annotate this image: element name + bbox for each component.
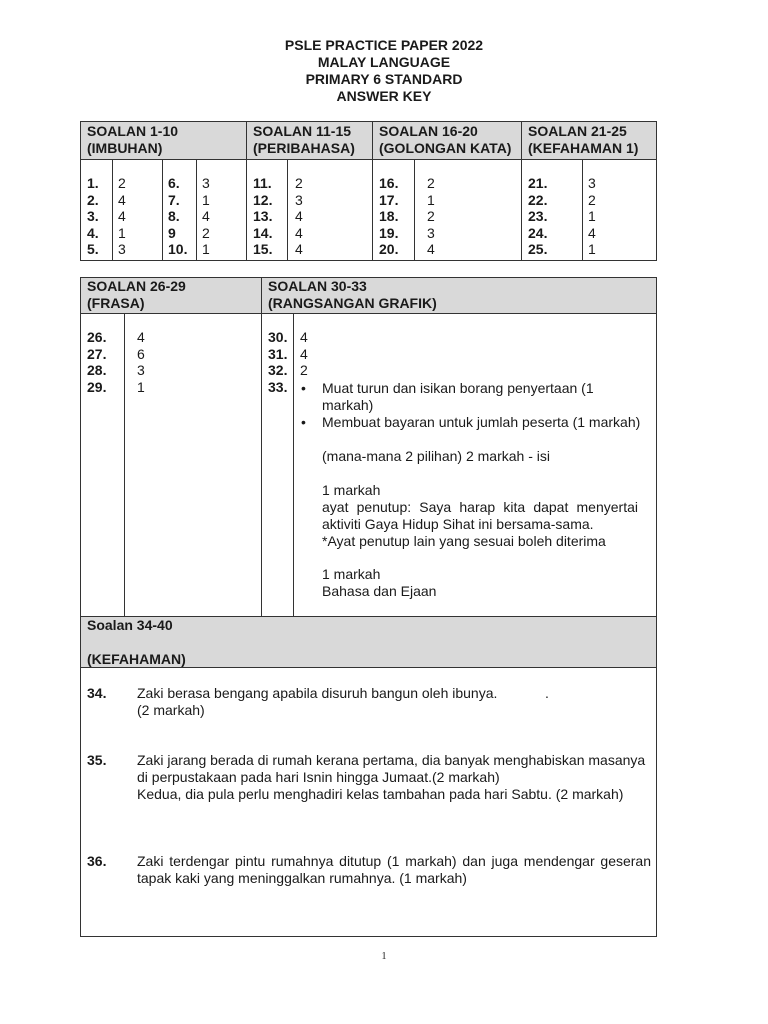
q33-note-markah: 1 markah <box>322 482 381 498</box>
table1-q1-5-numbers: 1. 2. 3. 4. 5. <box>87 175 99 257</box>
q33-bullet-1: Muat turun dan isikan borang penyertaan (1 markah) <box>322 380 594 413</box>
table1-q6-10-numbers: 6. 7. 8. 9 10. <box>168 175 188 257</box>
q34-number: 34. <box>87 685 107 701</box>
q34-dot: . <box>545 685 549 701</box>
table1-q1-5-answers: 2 4 4 1 3 <box>118 175 126 257</box>
table1-q6-10-answers: 3 1 4 2 1 <box>202 175 210 257</box>
q35-answer-part-1: Zaki jarang berada di rumah kerana pertama, dia banyak menghabiskan masanya di perpustakaan pada hari Isnin hingga Jumaat.(2 markah) <box>137 752 646 785</box>
table1-q16-20-answers: 2 1 2 3 4 <box>427 175 435 257</box>
q36-number: 36. <box>87 853 107 869</box>
q36-answer: Zaki terdengar pintu rumahnya ditutup (1 markah) dan juga mendengar geseran tapak kaki yang meninggalkan rumahnya. (1 markah) <box>137 853 651 886</box>
q33-note-markah-2: 1 markah <box>322 566 381 582</box>
table1-q21-25-numbers: 21. 22. 23. 24. 25. <box>528 175 548 257</box>
q33-ayat-penutup: ayat penutup: Saya harap kita dapat menyertai aktiviti Gaya Hidup Sihat ini bersama-sama. <box>322 499 638 532</box>
table1-q11-15-numbers: 11. 12. 13. 14. 15. <box>253 175 273 257</box>
q35-number: 35. <box>87 752 107 768</box>
q33-note-pilihan: (mana-mana 2 pilihan) 2 markah - isi <box>322 448 550 464</box>
title-line-2: MALAY LANGUAGE <box>317 54 451 70</box>
table2-q26-29-answers: 4 6 3 1 <box>137 329 145 395</box>
table1-q21-25-answers: 3 2 1 4 1 <box>588 175 596 257</box>
table2-q26-29-numbers: 26. 27. 28. 29. <box>87 329 107 395</box>
section3-header-kefahaman: (KEFAHAMAN) <box>87 651 186 667</box>
title-line-3: PRIMARY 6 STANDARD <box>305 71 463 87</box>
table1-header-imbuhan: SOALAN 1-10 (IMBUHAN) <box>87 123 179 156</box>
document-title <box>0 37 768 105</box>
table1-header-peribahasa: SOALAN 11-15 (PERIBAHASA) <box>253 123 355 156</box>
bullet-icon: • <box>301 380 306 396</box>
table1-header-golongan-kata: SOALAN 16-20 (GOLONGAN KATA) <box>379 123 512 156</box>
table2-frame <box>80 277 657 937</box>
bullet-icon: • <box>301 414 306 430</box>
table2-q30-33-answers: 4 4 2 <box>300 329 308 378</box>
q33-bahasa-ejaan: Bahasa dan Ejaan <box>322 583 437 599</box>
table1-header-kefahaman-1: SOALAN 21-25 (KEFAHAMAN 1) <box>528 123 639 156</box>
table2-q30-33-numbers: 30. 31. 32. 33. <box>268 329 288 395</box>
q33-ayat-penutup-note: *Ayat penutup lain yang sesuai boleh diterima <box>322 533 606 549</box>
q34-marks: (2 markah) <box>137 702 205 718</box>
table1-q11-15-answers: 2 3 4 4 4 <box>295 175 303 257</box>
title-line-1: PSLE PRACTICE PAPER 2022 <box>284 37 484 53</box>
table2-header-rangsangan-grafik: SOALAN 30-33 (RANGSANGAN GRAFIK) <box>268 278 437 311</box>
table2-header-frasa: SOALAN 26-29 (FRASA) <box>87 278 186 311</box>
q35-answer-part-2: Kedua, dia pula perlu menghadiri kelas tambahan pada hari Sabtu. (2 markah) <box>137 786 624 802</box>
q34-answer: Zaki berasa bengang apabila disuruh bangun oleh ibunya. <box>137 685 498 701</box>
title-line-4: ANSWER KEY <box>336 88 432 104</box>
table1-q16-20-numbers: 16. 17. 18. 19. 20. <box>379 175 399 257</box>
page-number: 1 <box>381 951 387 962</box>
section3-header-title: Soalan 34-40 <box>87 617 173 633</box>
q33-bullet-2: Membuat bayaran untuk jumlah peserta (1 markah) <box>322 414 641 430</box>
